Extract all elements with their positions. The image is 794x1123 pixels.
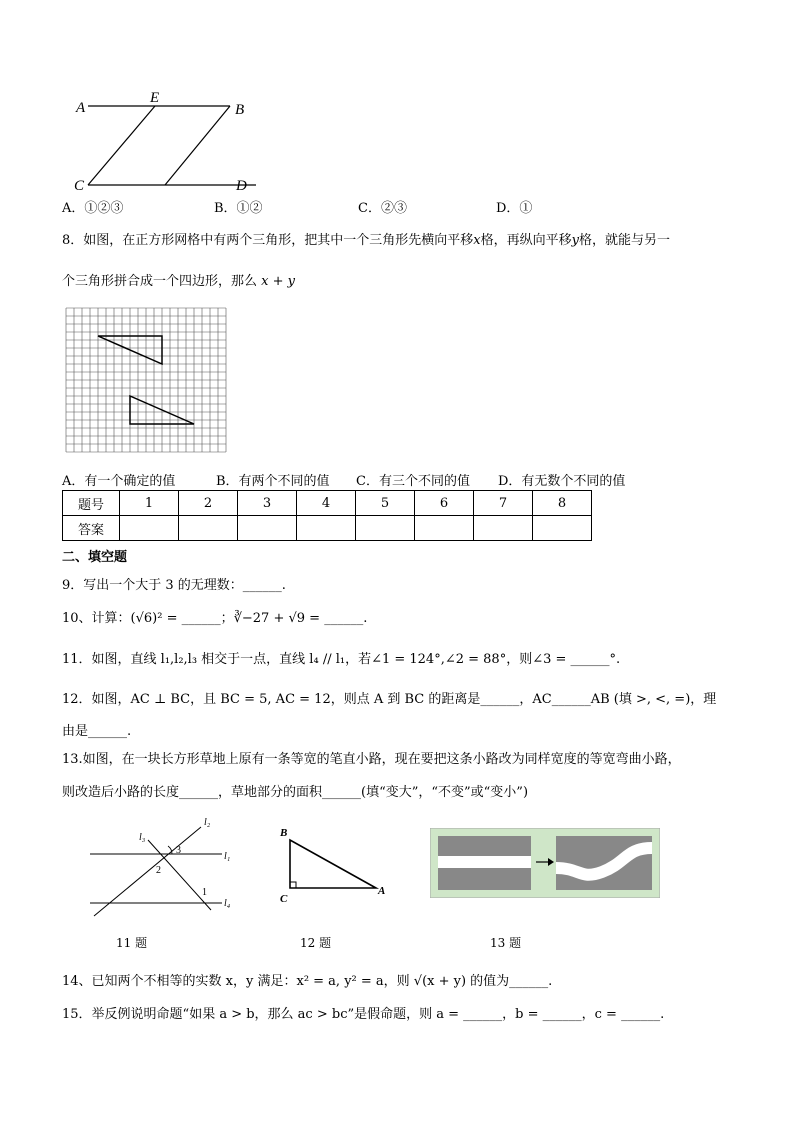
q12-line1: 12．如图，AC ⊥ BC，且 BC = 5, AC = 12，则点 A 到 BC 的距离是______，AC______AB (填 >, <, =)，理: [62, 692, 717, 707]
grid-lines: [66, 308, 226, 452]
caption-13: 13 题: [490, 936, 522, 950]
q7-option-b: B．①②: [214, 201, 263, 216]
q8-var-x: x: [473, 233, 481, 248]
answer-label: 答案: [63, 516, 120, 541]
label-E: E: [150, 90, 160, 106]
label-A: A: [378, 885, 386, 897]
answer-cell-6[interactable]: [415, 516, 474, 541]
q10-part2: ∛−27 + √9 = ______.: [233, 611, 368, 626]
q8-option-b: B．有两个不同的值: [216, 474, 330, 489]
q-number-2: 2: [179, 491, 238, 516]
q8-text-b: 格，再纵向平移: [480, 233, 572, 248]
q8-text-d: 个三角形拼合成一个四边形，那么: [62, 274, 258, 289]
q10-text: [62, 607, 367, 626]
q7-option-c: C．②③: [358, 201, 407, 216]
q11-text: 11．如图，直线 l₁,l₂,l₃ 相交于一点，直线 l₄ // l₁，若∠1 = 124°,∠2 = 88°，则∠3 = ______°.: [62, 652, 621, 667]
q7-option-a: A．①②③: [62, 201, 124, 216]
q14-text: 14、已知两个不相等的实数 x，y 满足：x² = a, y² = a，则 √(x + y) 的值为______.: [62, 974, 553, 989]
answer-cell-8[interactable]: [533, 516, 592, 541]
angle-1: 1: [202, 887, 207, 898]
label-C: C: [74, 178, 85, 192]
figure-q11-lines: [84, 812, 244, 924]
figure-q8-grid: [64, 306, 230, 454]
q8-option-a: A．有一个确定的值: [62, 474, 176, 489]
q9-text: 9．写出一个大于 3 的无理数：______.: [62, 578, 286, 593]
q-number-1: 1: [120, 491, 179, 516]
q-number-3: 3: [238, 491, 297, 516]
caption-11: 11 题: [116, 936, 148, 950]
answer-table: [62, 490, 592, 541]
caption-12: 12 题: [300, 936, 332, 950]
q-number-8: 8: [533, 491, 592, 516]
q-number-7: 7: [474, 491, 533, 516]
q15-text: 15．举反例说明命题“如果 a > b，那么 ac > bc”是假命题，则 a = ______，b = ______，c = ______.: [62, 1007, 665, 1022]
q-number-5: 5: [356, 491, 415, 516]
answer-table-header-row: [63, 491, 592, 516]
q10-part1: 10、计算：(√6)² = ______；: [62, 611, 234, 626]
label-C: C: [280, 893, 288, 904]
figure-q13-roads: [430, 828, 660, 898]
q-number-6: 6: [415, 491, 474, 516]
q13-line2: 则改造后小路的长度______，草地部分的面积______(填“变大”，“不变”或“变小”): [62, 785, 529, 800]
section-title-fill-in: 二、填空题: [62, 550, 128, 565]
q8-option-c: C．有三个不同的值: [356, 474, 470, 489]
label-l2: l₂: [204, 817, 211, 828]
header-label: 题号: [63, 491, 120, 516]
q8-var-y: y: [571, 233, 579, 248]
q8-option-d: D．有无数个不同的值: [498, 474, 626, 489]
q8-text-a: 8．如图，在正方形网格中有两个三角形，把其中一个三角形先横向平移: [62, 233, 474, 248]
figure-q12-triangle: [276, 822, 386, 904]
answer-cell-3[interactable]: [238, 516, 297, 541]
angle-2: 2: [156, 865, 161, 876]
answer-cell-7[interactable]: [474, 516, 533, 541]
q7-option-d: D．①: [496, 201, 533, 216]
answer-table-answer-row: [63, 516, 592, 541]
q8-expr: x + y: [261, 274, 295, 289]
label-B: B: [280, 827, 288, 839]
q8-question-line1: [62, 229, 670, 248]
label-A: A: [76, 100, 86, 116]
q8-question-line2: [62, 270, 295, 289]
q12-line2: 由是______.: [62, 724, 132, 739]
label-l1: l₁: [224, 851, 231, 862]
label-B: B: [235, 102, 245, 118]
answer-cell-4[interactable]: [297, 516, 356, 541]
answer-cell-1[interactable]: [120, 516, 179, 541]
figure-q7-parallelogram: [70, 88, 270, 192]
answer-cell-2[interactable]: [179, 516, 238, 541]
label-l4: l₄: [224, 898, 231, 909]
q-number-4: 4: [297, 491, 356, 516]
label-l3: l₃: [139, 832, 146, 843]
angle-3: 3: [176, 845, 181, 856]
answer-cell-5[interactable]: [356, 516, 415, 541]
q8-text-c: 格，就能与另一: [579, 233, 671, 248]
label-D: D: [236, 178, 247, 192]
q13-line1: 13.如图，在一块长方形草地上原有一条等宽的笔直小路，现在要把这条小路改为同样宽度的等宽弯曲小路，: [62, 752, 681, 767]
